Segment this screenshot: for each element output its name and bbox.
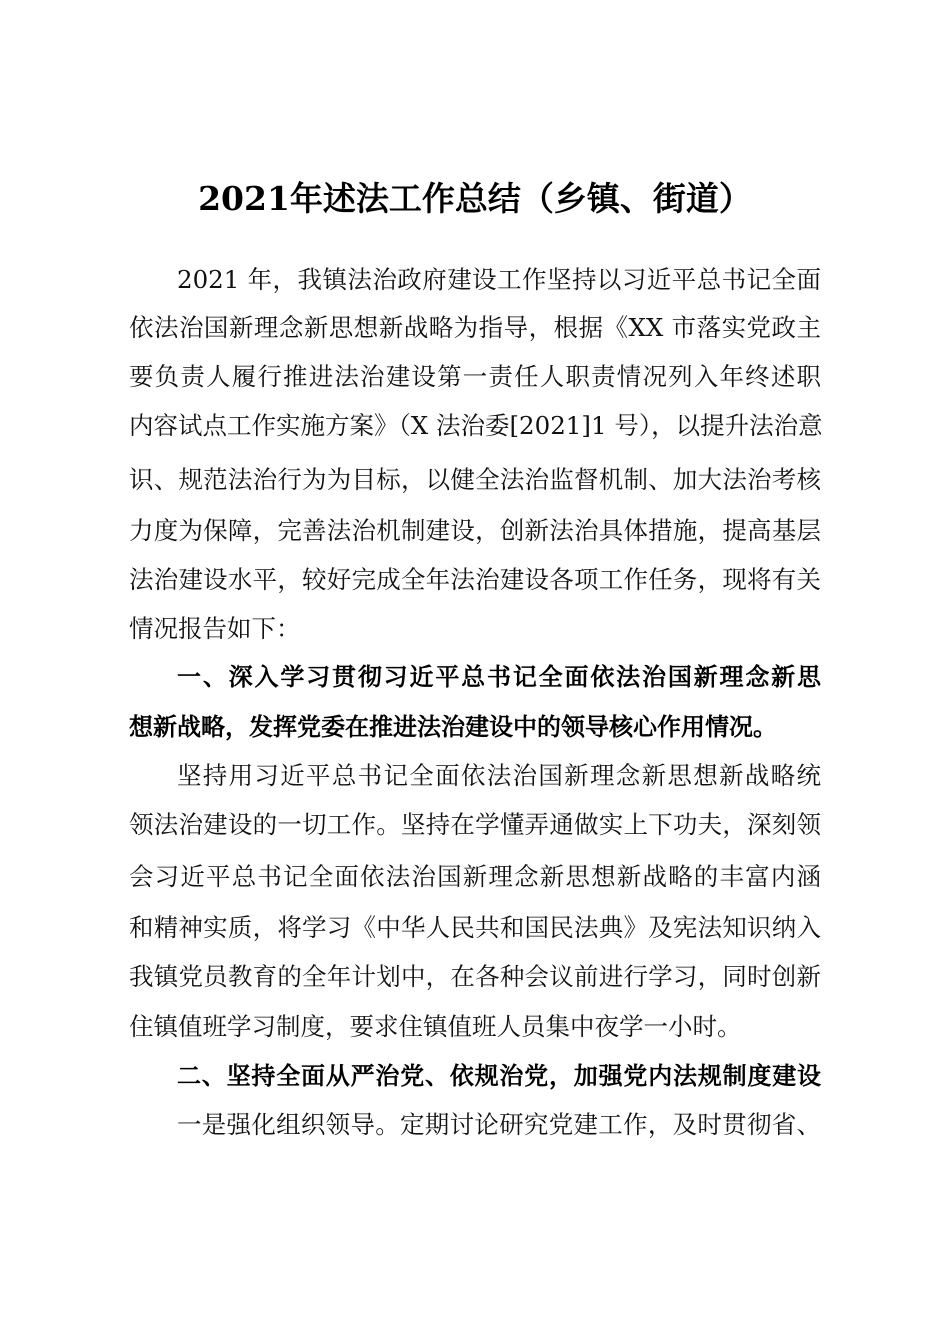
paragraph-line: 领法治建设的一切工作。坚持在学懂弄通做实上下功夫，深刻领 xyxy=(129,810,821,839)
paragraph-line: 2021 年，我镇法治政府建设工作坚持以习近平总书记全面 xyxy=(177,265,821,294)
section-heading-line: 一、深入学习贯彻习近平总书记全面依法治国新理念新思 xyxy=(177,663,821,691)
paragraph-line: 我镇党员教育的全年计划中，在各种会议前进行学习，同时创新 xyxy=(129,962,821,991)
paragraph-line: 要负责人履行推进法治建设第一责任人职责情况列入年终述职 xyxy=(129,362,821,391)
paragraph-line: 坚持用习近平总书记全面依法治国新理念新思想新战略统 xyxy=(177,761,821,790)
paragraph-line: 一是强化组织领导。定期讨论研究党建工作，及时贯彻省、 xyxy=(177,1110,821,1139)
paragraph-line: 依法治国新理念新思想新战略为指导，根据《XX 市落实党政主 xyxy=(129,313,821,342)
section-heading-line: 想新战略，发挥党委在推进法治建设中的领导核心作用情况。 xyxy=(129,713,777,741)
document-title: 2021年述法工作总结（乡镇、街道） xyxy=(198,179,752,218)
paragraph-line: 法治建设水平，较好完成全年法治建设各项工作任务，现将有关 xyxy=(129,565,821,594)
paragraph-line: 和精神实质，将学习《中华人民共和国民法典》及宪法知识纳入 xyxy=(129,913,821,942)
paragraph-line: 住镇值班学习制度，要求住镇值班人员集中夜学一小时。 xyxy=(129,1012,742,1041)
paragraph-line: 力度为保障，完善法治机制建设，创新法治具体措施，提高基层 xyxy=(129,516,821,545)
paragraph-line: 情况报告如下： xyxy=(129,614,301,643)
paragraph-line: 识、规范法治行为为目标，以健全法治监督机制、加大法治考核 xyxy=(129,465,821,494)
section-heading-line: 二、坚持全面从严治党、依规治党，加强党内法规制度建设 xyxy=(177,1062,821,1090)
paragraph-line: 会习近平总书记全面依法治国新理念新思想新战略的丰富内涵 xyxy=(129,862,821,891)
paragraph-line: 内容试点工作实施方案》（X 法治委[2021]1 号），以提升法治意 xyxy=(129,411,823,440)
